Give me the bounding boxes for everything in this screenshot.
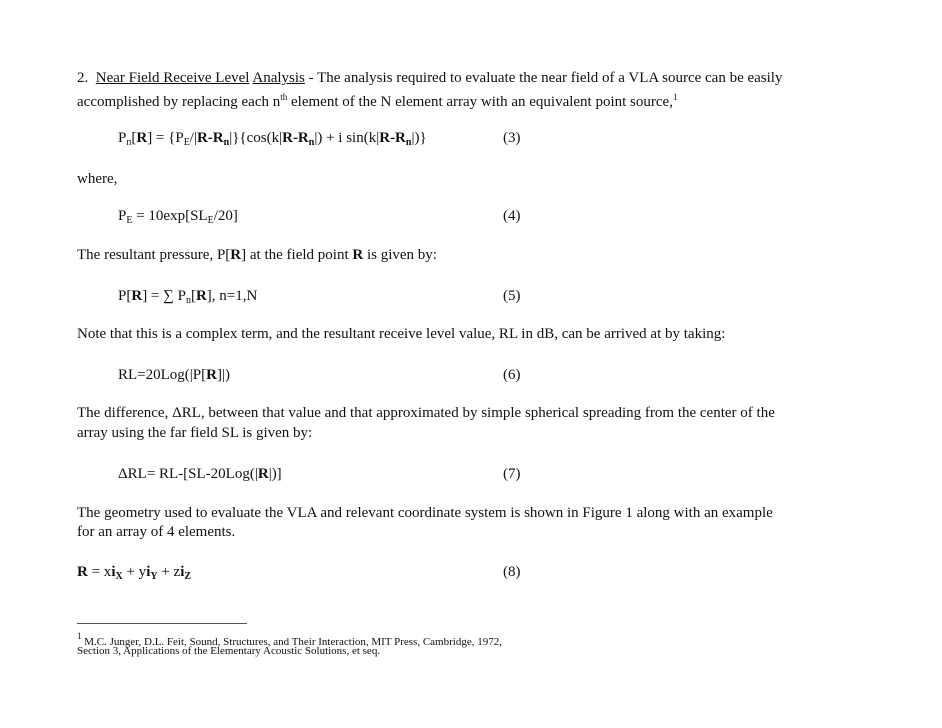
- eq-subscript: n: [126, 137, 132, 148]
- eq-subscript: Y: [150, 571, 158, 582]
- eq-text: = 10exp[SL: [132, 208, 208, 224]
- section-title-analysis: Analysis: [252, 70, 305, 86]
- eq-vector: R-R: [196, 130, 224, 146]
- eq-unit-vector: i: [180, 564, 185, 580]
- eq-text: ] = {P: [147, 130, 184, 146]
- para-text: is given by:: [363, 247, 437, 263]
- equation-7-number: (7): [503, 466, 521, 482]
- paragraph-resultant: [77, 246, 437, 264]
- equation-5: [118, 287, 257, 310]
- footnote-reference[interactable]: 1: [672, 92, 678, 102]
- eq-vector: R: [206, 367, 217, 383]
- equation-7: [118, 465, 282, 483]
- equation-4-number: (4): [503, 208, 521, 224]
- eq-text: P: [118, 130, 127, 146]
- eq-text: |)}: [411, 130, 427, 146]
- eq-text: = x: [87, 564, 112, 580]
- paragraph-difference-line-1: The difference, ΔRL, between that value and that approximated by simple spherical spreading from the center of the: [77, 405, 775, 421]
- eq-subscript: n: [223, 137, 230, 148]
- eq-text: + y: [122, 564, 147, 580]
- eq-text: RL=20Log(|P[: [118, 367, 207, 383]
- footnote-mark: 1: [77, 631, 82, 641]
- eq-vector: R: [352, 247, 364, 263]
- eq-vector: R-R: [379, 130, 406, 146]
- eq-text: |)]: [268, 466, 282, 482]
- para-text: The resultant pressure, P[: [77, 247, 231, 263]
- equation-3: [118, 129, 427, 152]
- equation-3-number: (3): [503, 130, 521, 146]
- eq-vector: R: [230, 247, 242, 263]
- eq-text: ] = ∑ P: [142, 288, 186, 304]
- eq-subscript: E: [207, 215, 214, 226]
- eq-vector: R: [136, 130, 148, 146]
- intro-text: element of the N element array with an equivalent point source,: [287, 94, 673, 110]
- equation-4: [118, 207, 238, 230]
- eq-vector: R: [257, 466, 269, 482]
- paragraph-difference-line-2: array using the far field SL is given by:: [77, 425, 313, 441]
- intro-text: - The analysis required to evaluate the near field of a VLA source can be easily: [304, 70, 783, 86]
- eq-text: ΔRL= RL-[SL-20Log(|: [118, 466, 258, 482]
- eq-text: P: [118, 208, 127, 224]
- eq-text: [: [190, 288, 196, 304]
- eq-unit-vector: i: [111, 564, 116, 580]
- eq-text: ], n=1,N: [206, 288, 258, 304]
- eq-vector: R: [195, 288, 207, 304]
- equation-6: [118, 366, 230, 384]
- eq-subscript: n: [405, 137, 412, 148]
- eq-text: ]|): [216, 367, 230, 383]
- footnote-divider: [77, 623, 247, 624]
- section-intro-line-2: [77, 88, 677, 111]
- eq-text: + z: [157, 564, 181, 580]
- eq-vector: R: [77, 564, 88, 580]
- equation-5-number: (5): [503, 288, 521, 304]
- eq-text: |) + i sin(k|: [314, 130, 380, 146]
- eq-vector: R-R: [282, 130, 309, 146]
- footnote-text: M.C. Junger, D.L. Feit, Sound, Structures, and Their Interaction, MIT Press, Cambridge, 1972,: [81, 636, 502, 648]
- eq-subscript: n: [308, 137, 315, 148]
- eq-subscript: E: [126, 215, 133, 226]
- paragraph-note: Note that this is a complex term, and the resultant receive level value, RL in dB, can be arrived at by taking:: [77, 326, 726, 342]
- eq-text: /20]: [213, 208, 238, 224]
- eq-subscript: Z: [184, 571, 192, 582]
- eq-subscript: n: [185, 295, 191, 306]
- where-label: where,: [77, 171, 118, 187]
- eq-vector: R: [131, 288, 143, 304]
- section-number: 2.: [77, 70, 89, 86]
- equation-8: [77, 563, 191, 586]
- paragraph-geometry-line-2: for an array of 4 elements.: [77, 524, 236, 540]
- superscript-th: th: [280, 92, 288, 102]
- eq-text: |}{cos(k|: [229, 130, 283, 146]
- section-title: Near Field Receive Level: [95, 70, 250, 86]
- equation-8-number: (8): [503, 564, 521, 580]
- eq-text: P[: [118, 288, 132, 304]
- equation-6-number: (6): [503, 367, 521, 383]
- intro-text: accomplished by replacing each n: [77, 94, 281, 110]
- eq-subscript: X: [115, 571, 123, 582]
- eq-subscript: E: [183, 137, 190, 148]
- eq-text: /|: [189, 130, 197, 146]
- para-text: ] at the field point: [241, 247, 353, 263]
- paragraph-geometry-line-1: The geometry used to evaluate the VLA and relevant coordinate system is shown in Figure 1 along with an example: [77, 505, 773, 521]
- footnote-line-2: Section 3, Applications of the Elementary Acoustic Solutions, et seq.: [77, 645, 381, 657]
- eq-unit-vector: i: [146, 564, 151, 580]
- section-intro-line-1: [77, 69, 782, 87]
- eq-text: [: [131, 130, 137, 146]
